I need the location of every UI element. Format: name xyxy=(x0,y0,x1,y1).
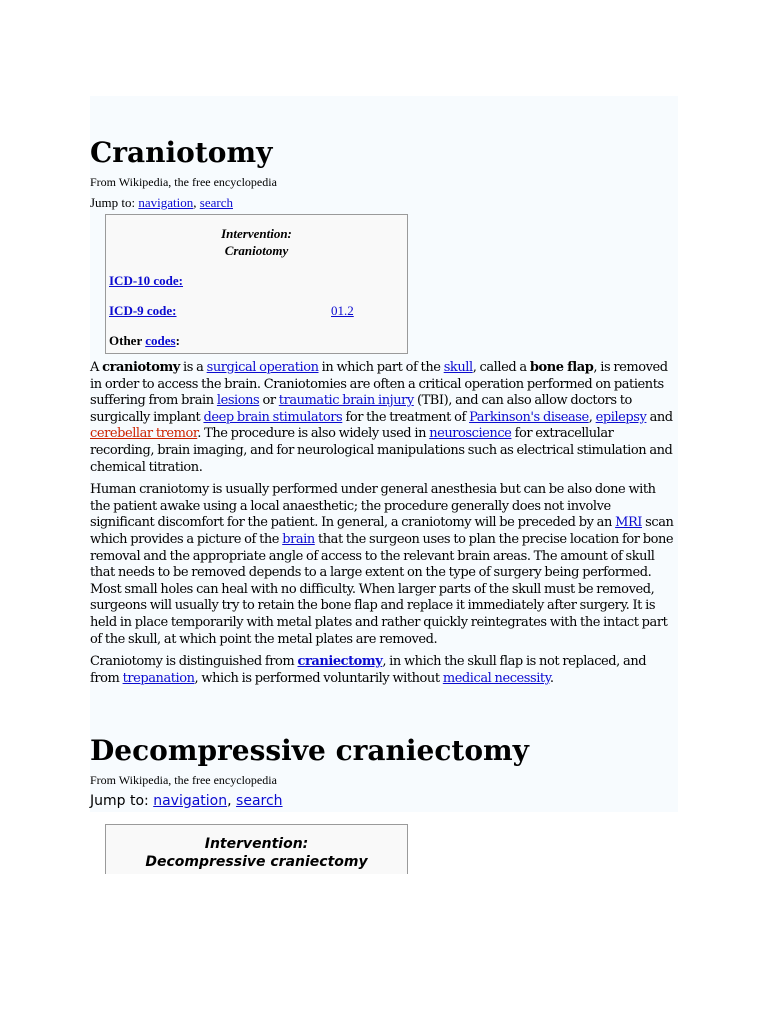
link-traumatic-brain-injury[interactable]: traumatic brain injury xyxy=(278,393,414,409)
text: . xyxy=(549,670,554,686)
jump-separator: , xyxy=(193,195,200,210)
link-surgical-operation[interactable]: surgical operation xyxy=(206,360,319,375)
icd10-link[interactable]: ICD-10 code: xyxy=(109,273,184,288)
jump-links xyxy=(90,194,678,212)
infobox-decompressive-craniectomy xyxy=(105,824,408,876)
text: Human craniotomy is usually performed under general anesthesia but can be also done with the patient awake using a local anaesthetic; the procedure generally does not involve significant discomfort for the patient. In general, a craniotomy will be preceded by an xyxy=(90,482,656,531)
article-craniotomy-header xyxy=(90,136,678,212)
page-bottom-blank xyxy=(0,874,768,1024)
bold-term: bone flap xyxy=(529,360,594,375)
paragraph-intro xyxy=(90,360,678,476)
text: . The procedure is also widely used in xyxy=(197,426,430,442)
text: , called a xyxy=(472,360,530,375)
text: scan which provides a picture of the xyxy=(90,515,674,547)
text: for the treatment of xyxy=(342,409,470,425)
link-parkinsons-disease[interactable]: Parkinson's disease xyxy=(469,409,589,425)
link-deep-brain-stimulators[interactable]: deep brain stimulators xyxy=(203,409,343,425)
paragraph-procedure xyxy=(90,482,678,648)
text: , xyxy=(588,409,596,425)
jump-links xyxy=(90,791,678,811)
link-medical-necessity[interactable]: medical necessity xyxy=(442,670,550,686)
link-brain[interactable]: brain xyxy=(282,531,315,547)
link-craniectomy[interactable]: craniectomy xyxy=(297,654,383,670)
navigation-link[interactable]: navigation xyxy=(153,793,228,809)
bold-term: craniotomy xyxy=(102,360,180,375)
link-epilepsy[interactable]: epilepsy xyxy=(595,409,647,425)
codes-link[interactable]: codes xyxy=(145,333,176,348)
text: (TBI), and can also allow doctors to surgically implant xyxy=(90,393,632,425)
link-trepanation[interactable]: trepanation xyxy=(122,670,195,686)
search-link[interactable]: search xyxy=(236,793,283,809)
icd9-value-link[interactable]: 01.2 xyxy=(331,303,354,318)
text: for extracellular recording, brain imaging, and for neurological manipulations such as electrical stimulation and chemical titration. xyxy=(90,426,673,475)
link-mri[interactable]: MRI xyxy=(615,515,642,531)
text: is a xyxy=(179,360,207,375)
text: , is removed in order to access the brain. Craniotomies are often a critical operation performed on patients suffering from brain xyxy=(90,360,668,409)
text: , which is performed voluntarily without xyxy=(194,670,443,686)
infobox-title-line1: Intervention: xyxy=(204,836,309,852)
icd9-row xyxy=(109,303,404,319)
article-body xyxy=(90,360,678,693)
section-title: Decompressive craniectomy xyxy=(90,734,529,767)
navigation-link[interactable]: navigation xyxy=(138,195,194,210)
jump-prefix: Jump to: xyxy=(90,195,139,210)
jump-prefix: Jump to: xyxy=(90,793,154,809)
jump-separator: , xyxy=(227,793,237,809)
infobox-title-line1: Intervention: xyxy=(221,226,292,241)
text: Craniotomy is distinguished from xyxy=(90,654,298,670)
infobox-title xyxy=(106,225,407,259)
text: A xyxy=(90,360,103,375)
paragraph-distinction xyxy=(90,654,678,687)
text: or xyxy=(259,393,279,409)
article-decompressive-header xyxy=(90,734,678,811)
infobox-craniotomy xyxy=(105,214,408,354)
text: and xyxy=(646,409,673,425)
search-link[interactable]: search xyxy=(199,195,233,210)
text: in which part of the xyxy=(318,360,444,375)
icd10-row xyxy=(109,273,404,289)
text: , in which the skull flap is not replaced, and from xyxy=(90,654,647,686)
link-cerebellar-tremor[interactable]: cerebellar tremor xyxy=(90,426,198,442)
page-title: Craniotomy xyxy=(90,136,273,169)
link-neuroscience[interactable]: neuroscience xyxy=(429,426,512,442)
text: that the surgeon uses to plan the precise location for bone removal and the appropriate angle of access to the relevant brain areas. The amount of skull that needs to be removed depends to a large extent on the type of surgery being performed. Most small holes can heal with no difficulty. When larger parts of the skull must be removed, surgeons will usually try to retain the bone flap and replace it immediately after surgery. It is held in place temporarily with metal plates and rather quickly reintegrates with the intact part of the skull, at which point the metal plates are removed. xyxy=(90,531,674,647)
link-skull[interactable]: skull xyxy=(443,360,473,375)
icd9-link[interactable]: ICD-9 code: xyxy=(109,303,177,318)
link-lesions[interactable]: lesions xyxy=(216,393,260,409)
site-subtitle: From Wikipedia, the free encyclopedia xyxy=(90,773,277,787)
other-colon: : xyxy=(175,333,180,348)
site-subtitle: From Wikipedia, the free encyclopedia xyxy=(90,175,277,189)
infobox-title-line2: Decompressive craniectomy xyxy=(145,854,368,870)
other-codes-row xyxy=(109,333,404,349)
infobox-title-line2: Craniotomy xyxy=(224,243,289,258)
other-label: Other xyxy=(109,333,142,348)
